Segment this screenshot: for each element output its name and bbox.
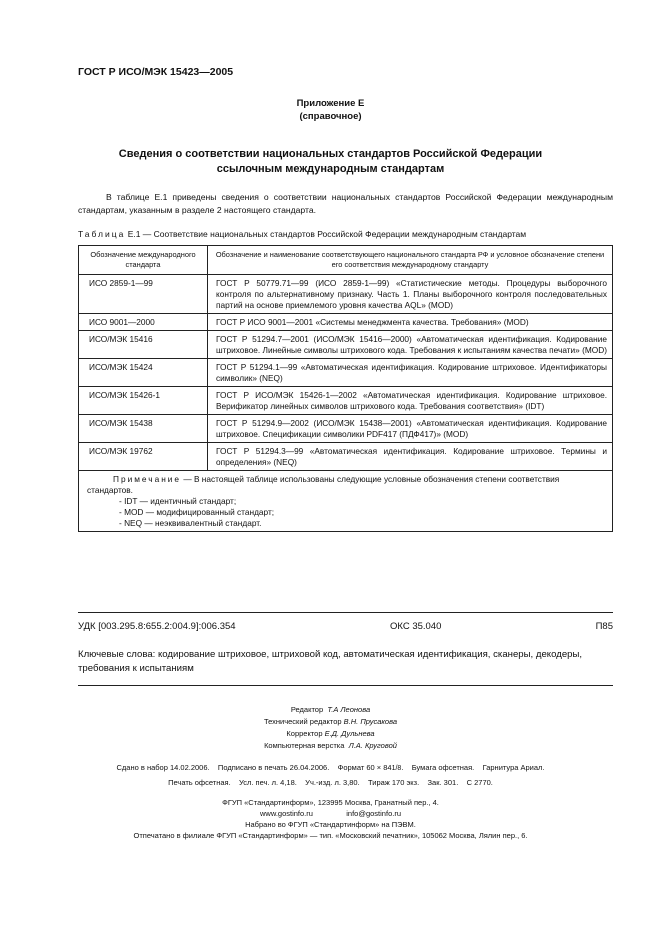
credit-corrector: Корректор Е.Д. Дульнева: [286, 729, 375, 738]
table-note-row: [79, 471, 613, 532]
note-item: - MOD — модифицированный стандарт;: [119, 507, 275, 517]
table-row: [79, 359, 613, 387]
table-row: [79, 387, 613, 415]
iso-cell: ИСО 2859-1—99: [79, 275, 208, 314]
table-row: [79, 314, 613, 331]
udk-code: УДК [003.295.8:655.2:004.9]:006.354: [78, 621, 236, 632]
gost-cell: ГОСТ Р 51294.7—2001 (ИСО/МЭК 15416—2000) «Автоматическая идентификация. Кодирование штриховое. Линейные символы штрихового кода. Требования к испытаниям качества печати» (MOD): [208, 331, 613, 359]
publisher-info: [0, 797, 661, 841]
print-info-line2: Печать офсетная. Усл. печ. л. 4,18. Уч.-изд. л. 3,80. Тираж 170 экз. Зак. 301. С 2770.: [168, 778, 493, 787]
credit-tech-editor: Технический редактор В.Н. Прусакова: [263, 717, 398, 726]
credit-editor: Редактор Т.А Леонова: [290, 705, 371, 714]
intro-paragraph: В таблице Е.1 приведены сведения о соответствии национальных стандартов Российской Федерации международным стандартам, указанным в разделе 2 настоящего стандарта.: [78, 192, 613, 215]
table-caption: [78, 229, 618, 239]
table-caption-text: Е.1 — Соответствие национальных стандартов Российской Федерации международным стандартам: [125, 229, 527, 239]
footer-bottom-rule: [78, 685, 613, 686]
column-header-international: Обозначение международного стандарта: [79, 246, 208, 275]
column-header-national: Обозначение и наименование соответствующего национального стандарта РФ и условное обозначение степени его соответствия международному стандарту: [208, 246, 613, 275]
table-row: [79, 443, 613, 471]
gost-cell: ГОСТ Р 51294.9—2002 (ИСО/МЭК 15438—2001) «Автоматическая идентификация. Кодирование штриховое. Спецификации символики PDF417 (ПДФ417)» (MOD): [208, 415, 613, 443]
publisher-contacts: www.gostinfo.ru info@gostinfo.ru: [259, 809, 401, 818]
note-label: Примечание: [113, 474, 182, 484]
table-header-row: [79, 246, 613, 275]
gost-cell: ГОСТ Р ИСО/МЭК 15426-1—2002 «Автоматическая идентификация. Кодирование штриховое. Верификатор линейных символов штрихового кода. Требования соответствия» (IDT): [208, 387, 613, 415]
format-fraction: 1/8: [391, 765, 402, 772]
section-title-line2: ссылочным международным стандартам: [216, 163, 445, 175]
annex-title: Приложение Е: [296, 98, 365, 109]
credits-block: [0, 704, 661, 752]
note-text: — В настоящей таблице использованы следующие условные обозначения степени соответствия стандартов.: [87, 474, 560, 495]
print-info: [0, 761, 661, 790]
table-note: [79, 471, 613, 532]
keywords: Ключевые слова: кодирование штриховое, штриховой код, автоматическая идентификация, сканеры, декодеры, требования к испытаниям: [78, 649, 583, 674]
table-row: [79, 331, 613, 359]
oks-code: ОКС 35.040: [390, 621, 442, 632]
iso-cell: ИСО/МЭК 15424: [79, 359, 208, 387]
gost-cell: ГОСТ Р 51294.1—99 «Автоматическая идентификация. Кодирование штриховое. Идентификаторы символик» (NEQ): [208, 359, 613, 387]
table-caption-label: Таблица: [78, 229, 126, 239]
note-item: - NEQ — неэквивалентный стандарт.: [119, 518, 262, 528]
iso-cell: ИСО/МЭК 15438: [79, 415, 208, 443]
credit-layout: Компьютерная верстка Л.А. Круговой: [264, 741, 397, 750]
correspondence-table: [78, 245, 613, 532]
print-info-line1: Сдано в набор 14.02.2006. Подписано в печать 26.04.2006. Формат 60 × 841/8. Бумага офсетная. Гарнитура Ариал.: [116, 763, 545, 772]
gost-cell: ГОСТ Р 50779.71—99 (ИСО 2859-1—99) «Статистические методы. Процедуры выборочного контроля по альтернативному признаку. Часть 1. Планы выборочного контроля последовательных партий на основе приемлемого уровня качества AQL» (MOD): [208, 275, 613, 314]
gost-cell: ГОСТ Р ИСО 9001—2001 «Системы менеджмента качества. Требования» (MOD): [208, 314, 613, 331]
iso-cell: ИСО/МЭК 19762: [79, 443, 208, 471]
footer-top-rule: [78, 612, 613, 613]
gost-cell: ГОСТ Р 51294.3—99 «Автоматическая идентификация. Кодирование штриховое. Термины и определения» (NEQ): [208, 443, 613, 471]
table-row: [79, 415, 613, 443]
table-row: [79, 275, 613, 314]
document-header-id: ГОСТ Р ИСО/МЭК 15423—2005: [78, 66, 234, 78]
iso-cell: ИСО 9001—2000: [79, 314, 208, 331]
publisher-line: Набрано во ФГУП «Стандартинформ» на ПЭВМ.: [245, 820, 416, 829]
section-title-line1: Сведения о соответствии национальных стандартов Российской Федерации: [118, 148, 543, 160]
note-item: - IDT — идентичный стандарт;: [119, 496, 237, 506]
iso-cell: ИСО/МЭК 15416: [79, 331, 208, 359]
annex-heading: [0, 97, 661, 123]
section-title: [100, 147, 561, 177]
publisher-line: Отпечатано в филиале ФГУП «Стандартинформ» — тип. «Московский печатник», 105062 Москва, Лялин пер., 6.: [133, 831, 528, 840]
category-code: П85: [595, 621, 613, 632]
publisher-line: ФГУП «Стандартинформ», 123995 Москва, Гранатный пер., 4.: [222, 798, 439, 807]
iso-cell: ИСО/МЭК 15426-1: [79, 387, 208, 415]
annex-subtitle: (справочное): [299, 111, 362, 122]
